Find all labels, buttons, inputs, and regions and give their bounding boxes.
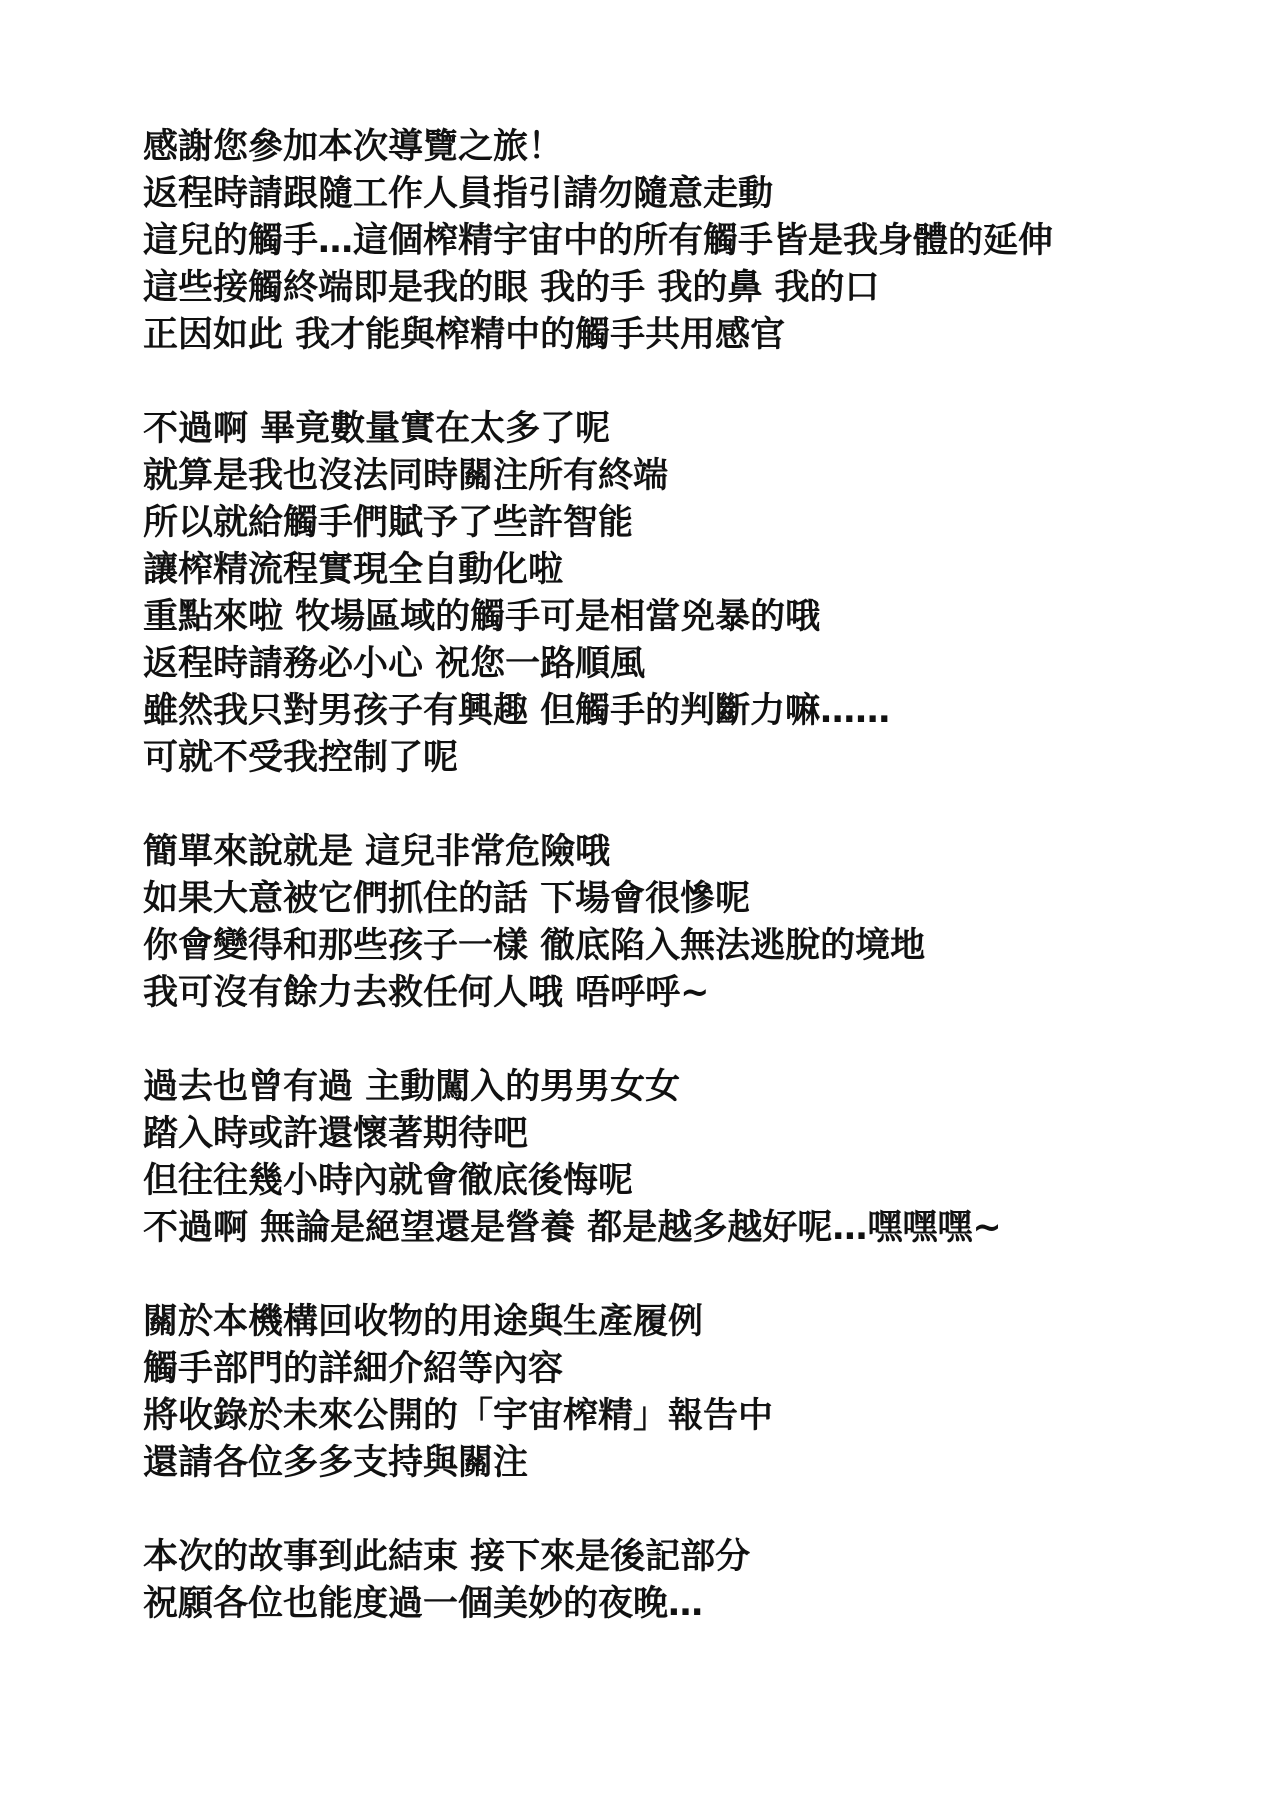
text-line: 我可沒有餘力去救任何人哦 唔呼呼~: [143, 973, 710, 1013]
paragraph-2: [143, 406, 1243, 782]
text-line: 還請各位多多支持與關注: [143, 1443, 529, 1483]
text-line: 踏入時或許還懷著期待吧: [143, 1114, 529, 1154]
text-line: 所以就給觸手們賦予了些許智能: [143, 503, 634, 543]
text-line: 重點來啦 牧場區域的觸手可是相當兇暴的哦: [143, 597, 821, 637]
text-line: 你會變得和那些孩子一樣 徹底陷入無法逃脫的境地: [143, 926, 926, 966]
text-line: 這些接觸終端即是我的眼 我的手 我的鼻 我的口: [143, 268, 880, 308]
text-line: 但往往幾小時內就會徹底後悔呢: [143, 1161, 634, 1201]
text-line: 本次的故事到此結束 接下來是後記部分: [143, 1537, 751, 1577]
text-line: 返程時請務必小心 祝您一路順風: [143, 644, 646, 684]
text-line: 就算是我也沒法同時關注所有終端: [143, 456, 669, 496]
text-line: 感謝您參加本次導覽之旅！: [143, 127, 564, 167]
text-line: 簡單來說就是 這兒非常危險哦: [143, 832, 611, 872]
text-line: 不過啊 無論是絕望還是營養 都是越多越好呢…嘿嘿嘿~: [143, 1208, 1002, 1248]
afterword-text: [143, 124, 1243, 1675]
text-line: 可就不受我控制了呢: [143, 738, 459, 778]
text-line: 關於本機構回收物的用途與生產履例: [143, 1302, 704, 1342]
text-line: 將收錄於未來公開的「宇宙榨精」報告中: [143, 1396, 774, 1436]
paragraph-6: [143, 1534, 1243, 1628]
text-line: 正因如此 我才能與榨精中的觸手共用感官: [143, 315, 786, 355]
paragraph-5: [143, 1299, 1243, 1487]
paragraph-4: [143, 1064, 1243, 1252]
text-line: 如果大意被它們抓住的話 下場會很慘呢: [143, 879, 751, 919]
text-line: 觸手部門的詳細介紹等內容: [143, 1349, 564, 1389]
text-line: 讓榨精流程實現全自動化啦: [143, 550, 564, 590]
text-line: 這兒的觸手…這個榨精宇宙中的所有觸手皆是我身體的延伸: [143, 221, 1054, 261]
text-line: 雖然我只對男孩子有興趣 但觸手的判斷力嘛……: [143, 691, 891, 731]
text-line: 過去也曾有過 主動闖入的男男女女: [143, 1067, 681, 1107]
paragraph-1: [143, 124, 1243, 359]
paragraph-3: [143, 829, 1243, 1017]
text-line: 返程時請跟隨工作人員指引請勿隨意走動: [143, 174, 774, 214]
text-line: 祝願各位也能度過一個美妙的夜晚…: [143, 1584, 704, 1624]
text-line: 不過啊 畢竟數量實在太多了呢: [143, 409, 611, 449]
